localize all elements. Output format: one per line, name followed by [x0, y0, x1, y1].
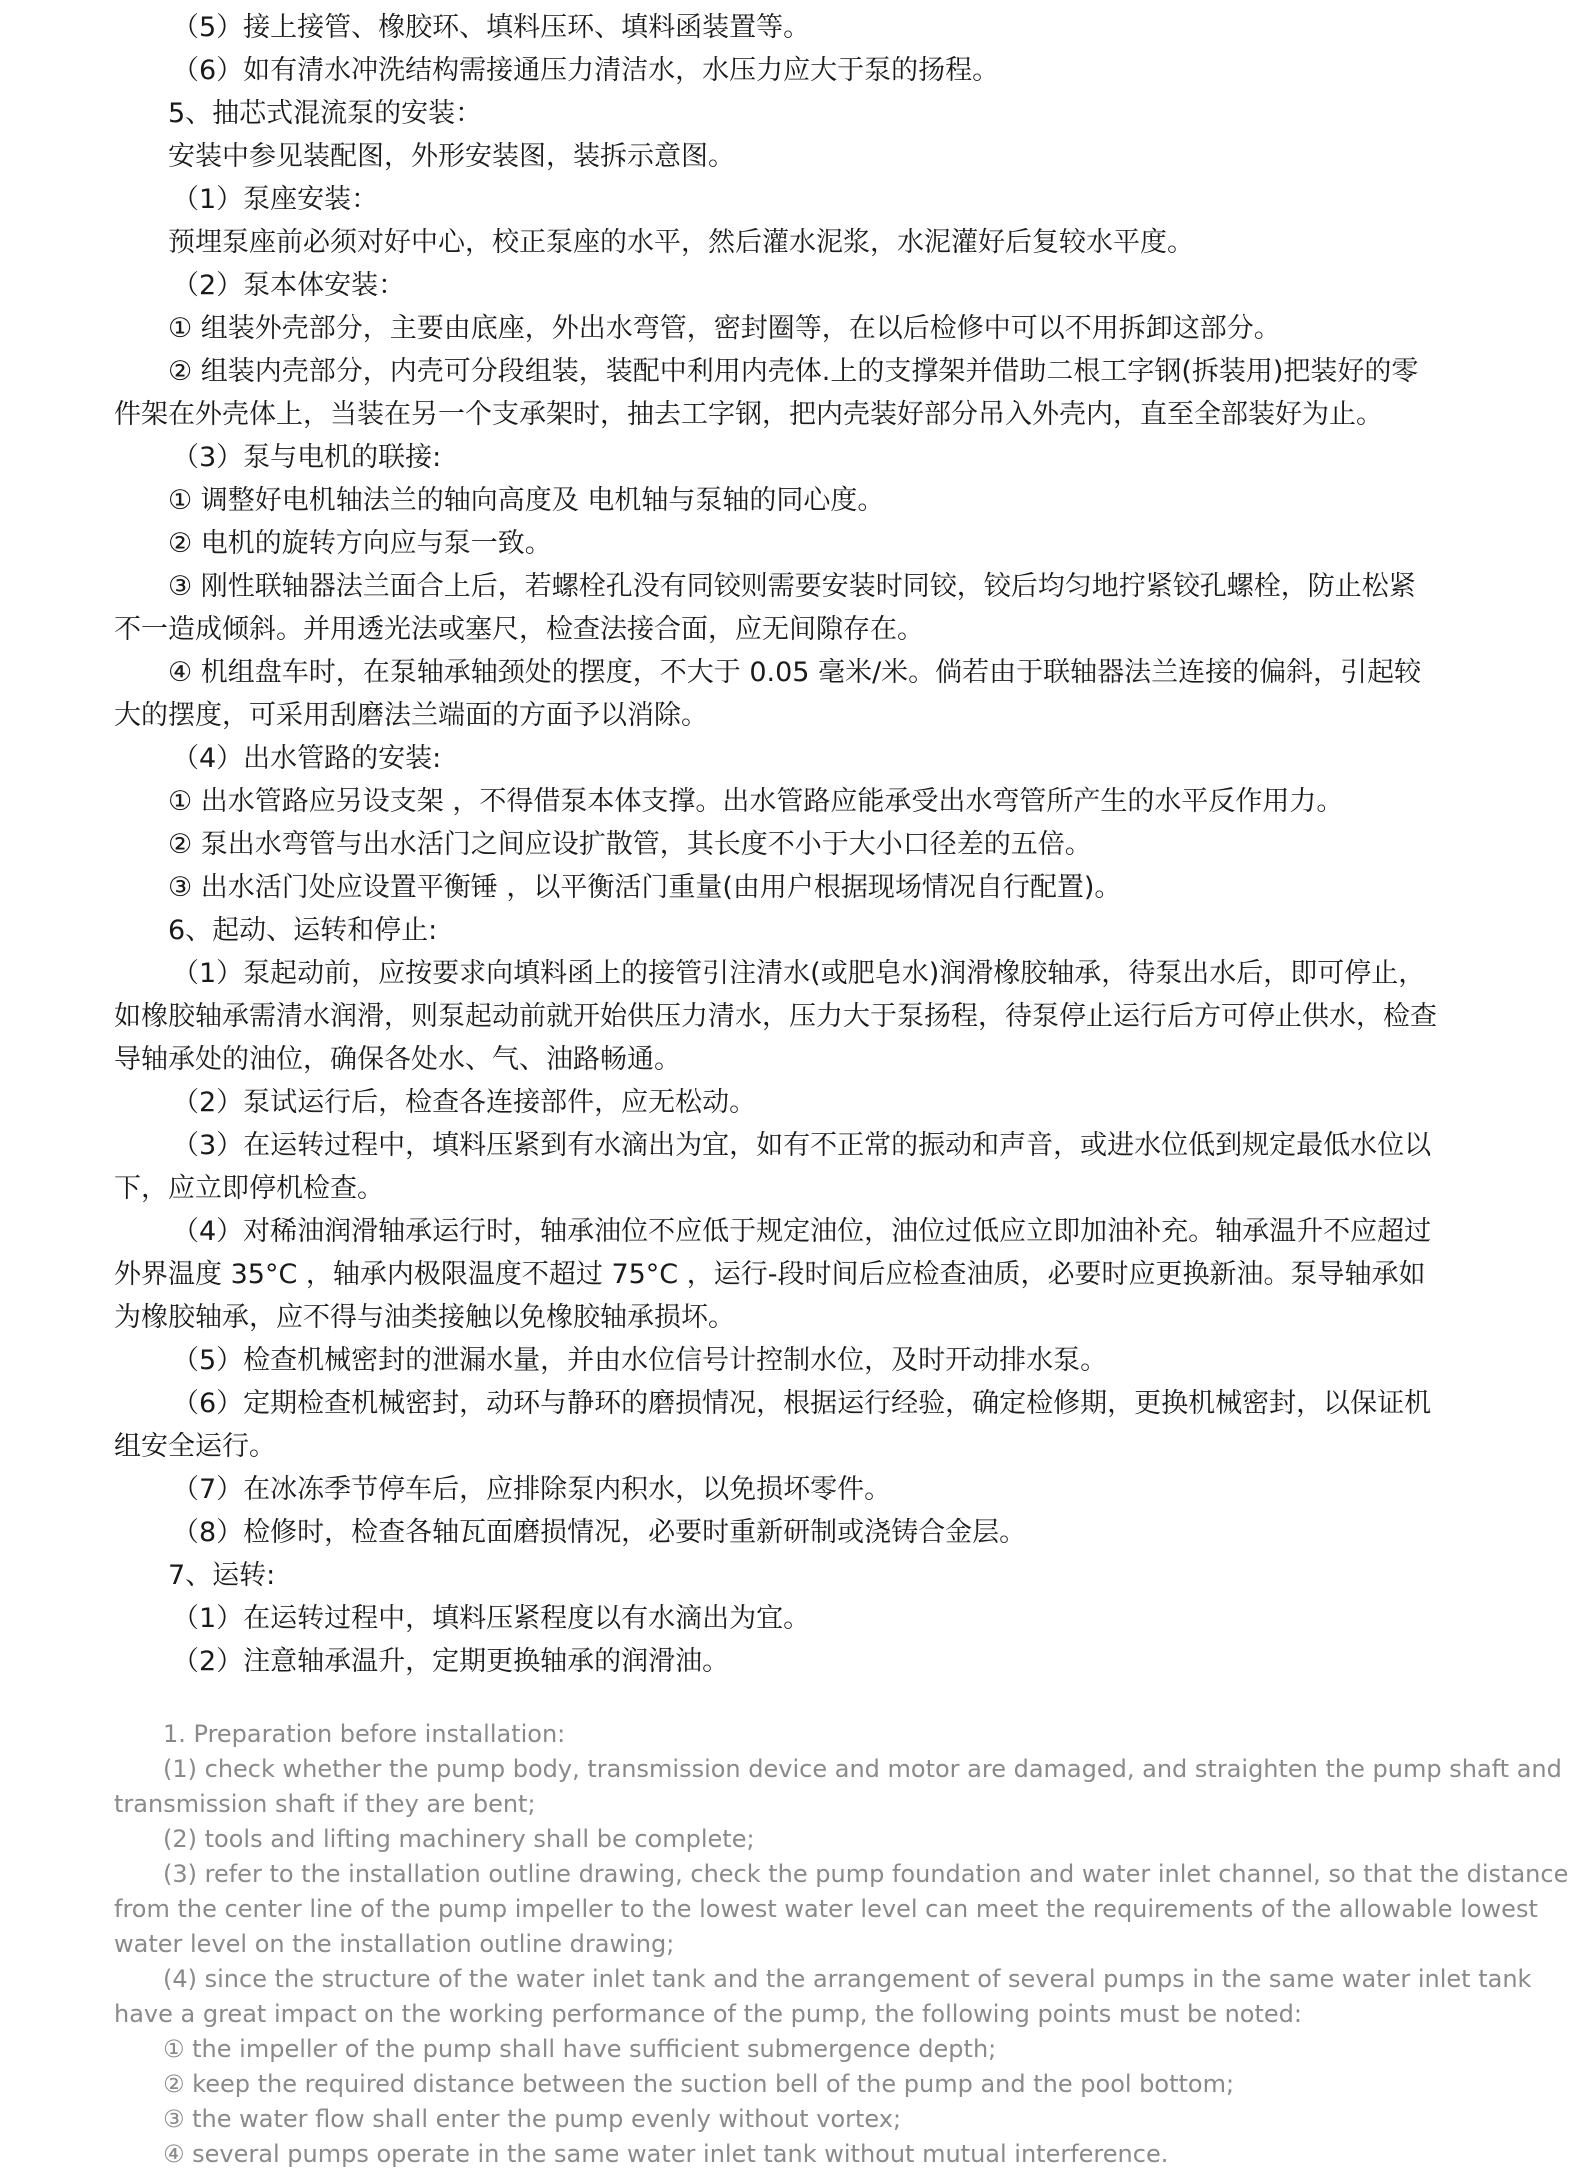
- text-line: 大的摆度，可采用刮磨法兰端面的方面予以消除。: [114, 700, 708, 731]
- text-line: （5）检查机械密封的泄漏水量，并由水位信号计控制水位，及时开动排水泵。: [172, 1345, 1108, 1376]
- text-line: 下，应立即停机检查。: [114, 1173, 384, 1204]
- text-line: (2) tools and lifting machinery shall be complete;: [163, 1825, 755, 1853]
- text-line: （3）在运转过程中，填料压紧到有水滴出为宜，如有不正常的振动和声音，或进水位低到规定最低水位以: [172, 1130, 1432, 1161]
- section-heading: 7、运转:: [168, 1560, 276, 1591]
- text-line: ① 组装外壳部分，主要由底座，外出水弯管，密封圈等，在以后检修中可以不用拆卸这部分。: [168, 313, 1281, 344]
- text-line: 安装中参见装配图，外形安装图，装拆示意图。: [168, 141, 735, 172]
- english-instructions-section: [0, 1717, 1587, 2172]
- subsection-heading: （2）泵本体安装：: [172, 270, 406, 301]
- text-line: 件架在外壳体上，当装在另一个支承架时，抽去工字钢，把内壳装好部分吊入外壳内，直至全部装好为止。: [114, 399, 1383, 430]
- text-line: 组安全运行。: [114, 1431, 276, 1462]
- text-line: (4) since the structure of the water inlet tank and the arrangement of several pumps in the same water inlet tank: [163, 1965, 1532, 1993]
- text-line: ② 组装内壳部分，内壳可分段组装，装配中利用内壳体.上的支撑架并借助二根工字钢(拆装用)把装好的零: [168, 356, 1419, 387]
- text-line: （2）注意轴承温升，定期更换轴承的润滑油。: [172, 1646, 730, 1677]
- subsection-heading: （3）泵与电机的联接:: [172, 442, 442, 473]
- text-line: 不一造成倾斜。并用透光法或塞尺，检查法接合面，应无间隙存在。: [114, 614, 924, 645]
- text-line: 外界温度 35°C ，轴承内极限温度不超过 75°C ，运行-段时间后应检查油质，必要时应更换新油。泵导轴承如: [114, 1259, 1426, 1290]
- text-line: （1）泵起动前，应按要求向填料函上的接管引注清水(或肥皂水)润滑橡胶轴承，待泵出水后，即可停止，: [172, 958, 1426, 989]
- text-line: (1) check whether the pump body, transmission device and motor are damaged, and straighten the pump shaft and: [163, 1755, 1562, 1783]
- subsection-heading: （4）出水管路的安装:: [172, 743, 442, 774]
- text-line: water level on the installation outline drawing;: [114, 1930, 675, 1958]
- section-heading: 5、抽芯式混流泵的安装：: [168, 98, 483, 129]
- text-line: 为橡胶轴承，应不得与油类接触以免橡胶轴承损坏。: [114, 1302, 735, 1333]
- text-line: ④ several pumps operate in the same water inlet tank without mutual interference.: [163, 2140, 1169, 2168]
- text-line: （6）如有清水冲洗结构需接通压力清洁水，水压力应大于泵的扬程。: [172, 55, 1000, 86]
- text-line: （1）在运转过程中，填料压紧程度以有水滴出为宜。: [172, 1603, 811, 1634]
- text-line: ④ 机组盘车时，在泵轴承轴颈处的摆度，不大于 0.05 毫米/米。倘若由于联轴器法兰连接的偏斜，引起较: [168, 657, 1422, 688]
- text-line: from the center line of the pump impeller to the lowest water level can meet the requirements of the allowable lowest: [114, 1895, 1538, 1923]
- text-line: transmission shaft if they are bent;: [114, 1790, 536, 1818]
- text-line: （6）定期检查机械密封，动环与静环的磨损情况，根据运行经验，确定检修期，更换机械密封，以保证机: [172, 1388, 1432, 1419]
- text-line: ③ 出水活门处应设置平衡锤 ，以平衡活门重量(由用户根据现场情况自行配置)。: [168, 872, 1122, 903]
- text-line: ② keep the required distance between the suction bell of the pump and the pool bottom;: [163, 2070, 1235, 2098]
- text-line: ② 电机的旋转方向应与泵一致。: [168, 528, 552, 559]
- text-line: （2）泵试运行后，检查各连接部件，应无松动。: [172, 1087, 757, 1118]
- section-heading: 6、起动、运转和停止:: [168, 915, 438, 946]
- section-heading: 1. Preparation before installation:: [163, 1720, 566, 1748]
- text-line: （5）接上接管、橡胶环、填料压环、填料函装置等。: [172, 12, 811, 43]
- text-line: ② 泵出水弯管与出水活门之间应设扩散管，其长度不小于大小口径差的五倍。: [168, 829, 1092, 860]
- text-line: （4）对稀油润滑轴承运行时，轴承油位不应低于规定油位，油位过低应立即加油补充。轴承温升不应超过: [172, 1216, 1432, 1247]
- text-line: 导轴承处的油位，确保各处水、气、油路畅通。: [114, 1044, 681, 1075]
- text-line: 如橡胶轴承需清水润滑，则泵起动前就开始供压力清水，压力大于泵扬程，待泵停止运行后方可停止供水，检查: [114, 1001, 1437, 1032]
- text-line: ① 出水管路应另设支架 ，不得借泵本体支撑。出水管路应能承受出水弯管所产生的水平反作用力。: [168, 786, 1344, 817]
- text-line: （7）在冰冻季节停车后，应排除泵内积水，以免损坏零件。: [172, 1474, 892, 1505]
- text-line: ③ 刚性联轴器法兰面合上后，若螺栓孔没有同铰则需要安装时同铰，铰后均匀地拧紧铰孔螺栓，防止松紧: [168, 571, 1416, 602]
- text-line: ③ the water flow shall enter the pump evenly without vortex;: [163, 2105, 902, 2133]
- text-line: ① 调整好电机轴法兰的轴向高度及 电机轴与泵轴的同心度。: [168, 485, 885, 516]
- chinese-instructions-section: [0, 6, 1587, 1683]
- text-line: 预埋泵座前必须对好中心，校正泵座的水平，然后灌水泥浆，水泥灌好后复较水平度。: [168, 227, 1194, 258]
- text-line: （8）检修时，检查各轴瓦面磨损情况，必要时重新研制或浇铸合金层。: [172, 1517, 1027, 1548]
- subsection-heading: （1）泵座安装：: [172, 184, 379, 215]
- text-line: ① the impeller of the pump shall have sufficient submergence depth;: [163, 2035, 997, 2063]
- text-line: (3) refer to the installation outline drawing, check the pump foundation and water inlet channel, so that the distance: [163, 1860, 1569, 1888]
- text-line: have a great impact on the working performance of the pump, the following points must be noted:: [114, 2000, 1302, 2028]
